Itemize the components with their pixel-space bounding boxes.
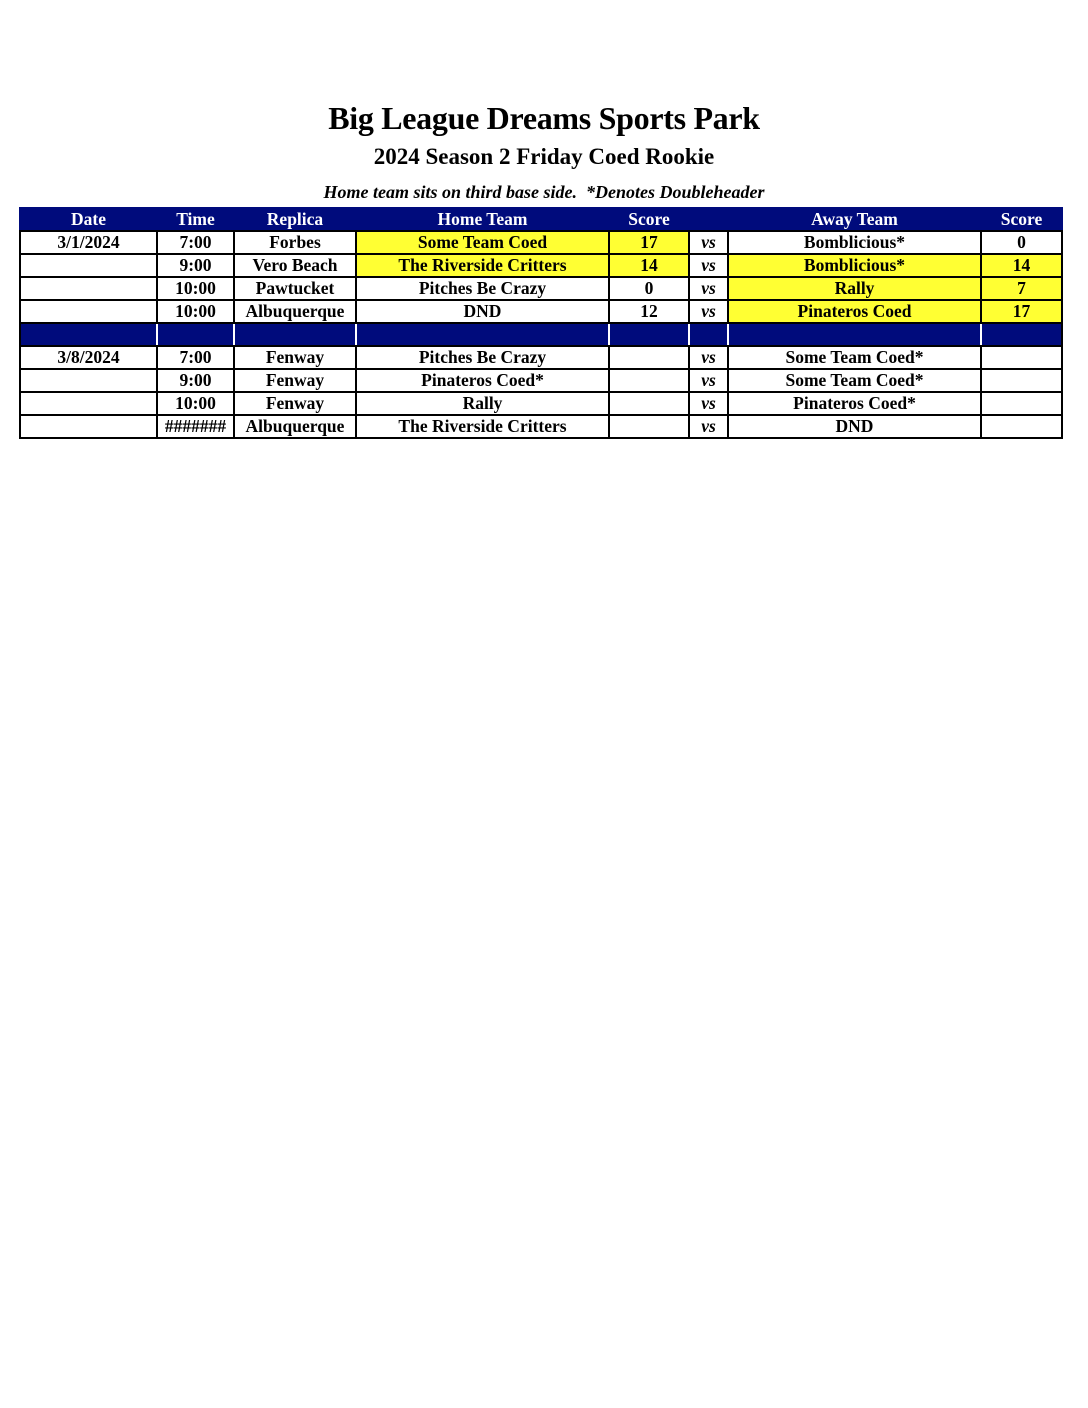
- home-team-cell: Some Team Coed: [356, 231, 609, 254]
- away-team-cell: Bomblicious*: [728, 231, 981, 254]
- away-team-cell: Pinateros Coed*: [728, 392, 981, 415]
- away-team-cell: DND: [728, 415, 981, 438]
- table-row: [20, 231, 1062, 254]
- schedule-note: Home team sits on third base side. *Denotes Doubleheader: [323, 182, 765, 202]
- col-header-home-score: Score: [609, 208, 689, 231]
- home-team-cell: The Riverside Critters: [356, 415, 609, 438]
- home-team-cell: Pitches Be Crazy: [356, 277, 609, 300]
- page-subtitle: 2024 Season 2 Friday Coed Rookie: [373, 144, 715, 169]
- date-cell: [20, 254, 157, 277]
- replica-cell: Fenway: [234, 369, 356, 392]
- home-score-cell: [609, 346, 689, 369]
- away-score-cell: 0: [981, 231, 1062, 254]
- week-separator-row: [20, 323, 1062, 346]
- away-team-cell: Rally: [728, 277, 981, 300]
- col-header-date: Date: [20, 208, 157, 231]
- date-cell: 3/8/2024: [20, 346, 157, 369]
- away-team-cell: Some Team Coed*: [728, 369, 981, 392]
- home-score-cell: [609, 369, 689, 392]
- vs-cell: vs: [689, 415, 728, 438]
- col-header-time: Time: [157, 208, 234, 231]
- time-cell: 10:00: [157, 392, 234, 415]
- away-score-cell: [981, 415, 1062, 438]
- home-team-cell: Pinateros Coed*: [356, 369, 609, 392]
- time-cell: 10:00: [157, 277, 234, 300]
- col-header-away-team: Away Team: [728, 208, 981, 231]
- away-score-cell: 7: [981, 277, 1062, 300]
- vs-cell: vs: [689, 392, 728, 415]
- col-header-away-score: Score: [981, 208, 1062, 231]
- date-cell: [20, 415, 157, 438]
- vs-cell: vs: [689, 369, 728, 392]
- replica-cell: Fenway: [234, 392, 356, 415]
- home-score-cell: 0: [609, 277, 689, 300]
- table-row: [20, 277, 1062, 300]
- home-score-cell: 14: [609, 254, 689, 277]
- time-cell: 7:00: [157, 346, 234, 369]
- date-cell: [20, 369, 157, 392]
- time-cell: 10:00: [157, 300, 234, 323]
- away-score-cell: [981, 369, 1062, 392]
- home-score-cell: 17: [609, 231, 689, 254]
- col-header-home-team: Home Team: [356, 208, 609, 231]
- table-row: [20, 369, 1062, 392]
- table-row: [20, 392, 1062, 415]
- replica-cell: Fenway: [234, 346, 356, 369]
- home-score-cell: [609, 415, 689, 438]
- table-row: [20, 254, 1062, 277]
- vs-cell: vs: [689, 300, 728, 323]
- vs-cell: vs: [689, 231, 728, 254]
- away-score-cell: [981, 346, 1062, 369]
- away-score-cell: 14: [981, 254, 1062, 277]
- replica-cell: Pawtucket: [234, 277, 356, 300]
- away-team-cell: Bomblicious*: [728, 254, 981, 277]
- header-row: [20, 208, 1062, 231]
- away-score-cell: 17: [981, 300, 1062, 323]
- date-cell: 3/1/2024: [20, 231, 157, 254]
- replica-cell: Vero Beach: [234, 254, 356, 277]
- time-cell: 9:00: [157, 369, 234, 392]
- table-row: [20, 300, 1062, 323]
- col-header-replica: Replica: [234, 208, 356, 231]
- home-score-cell: [609, 392, 689, 415]
- time-cell: 7:00: [157, 231, 234, 254]
- replica-cell: Forbes: [234, 231, 356, 254]
- col-header-vs: [689, 208, 728, 231]
- away-score-cell: [981, 392, 1062, 415]
- date-cell: [20, 277, 157, 300]
- home-team-cell: Pitches Be Crazy: [356, 346, 609, 369]
- vs-cell: vs: [689, 277, 728, 300]
- table-row: [20, 346, 1062, 369]
- page-title: Big League Dreams Sports Park: [328, 100, 760, 136]
- away-team-cell: Pinateros Coed: [728, 300, 981, 323]
- replica-cell: Albuquerque: [234, 415, 356, 438]
- time-cell: 9:00: [157, 254, 234, 277]
- away-team-cell: Some Team Coed*: [728, 346, 981, 369]
- home-team-cell: Rally: [356, 392, 609, 415]
- table-row: [20, 415, 1062, 438]
- vs-cell: vs: [689, 346, 728, 369]
- home-team-cell: DND: [356, 300, 609, 323]
- vs-cell: vs: [689, 254, 728, 277]
- date-cell: [20, 300, 157, 323]
- schedule-table: [19, 207, 1063, 439]
- time-cell: #######: [157, 415, 234, 438]
- date-cell: [20, 392, 157, 415]
- home-team-cell: The Riverside Critters: [356, 254, 609, 277]
- replica-cell: Albuquerque: [234, 300, 356, 323]
- home-score-cell: 12: [609, 300, 689, 323]
